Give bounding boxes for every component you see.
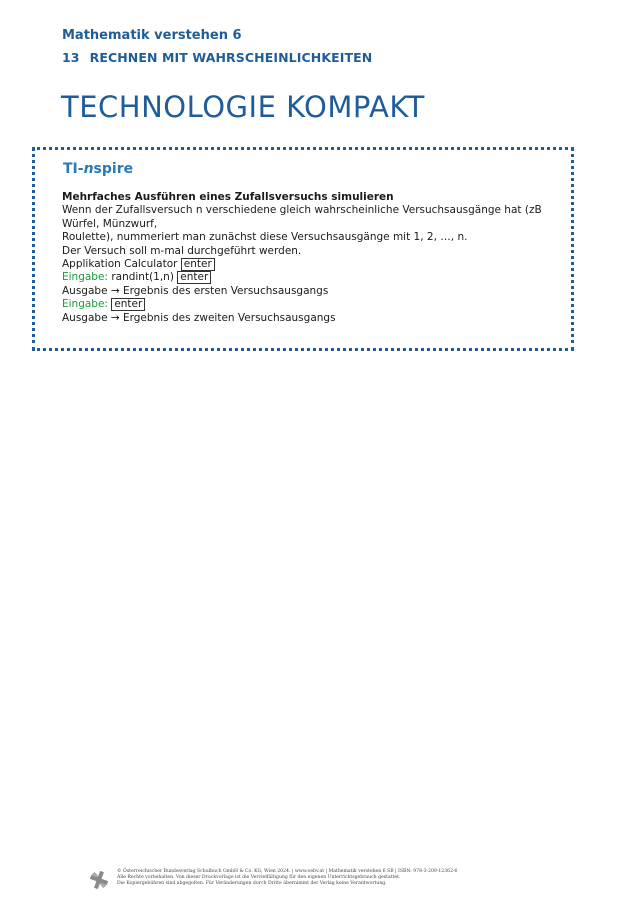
output-line-1: Ausgabe → Ergebnis des ersten Versuchsausgangs	[62, 284, 329, 297]
book-title: Mathematik verstehen 6	[62, 28, 242, 43]
publisher-logo-icon	[90, 871, 108, 889]
output-line-2: Ausgabe → Ergebnis des zweiten Versuchsausgangs	[62, 311, 336, 324]
chapter-line	[62, 50, 372, 65]
footer-text	[117, 869, 457, 887]
box-title-suffix: spire	[93, 161, 134, 177]
footer-line-2: Alle Rechte vorbehalten. Von dieser Druckvorlage ist die Vervielfältigung für den eigenen Unterrichtsgebrauch gestattet.	[117, 875, 401, 880]
input-command: randint(1,n)	[111, 271, 174, 284]
input-label: Eingabe:	[62, 271, 108, 284]
technology-box	[32, 147, 574, 351]
input-line-1	[62, 271, 562, 284]
box-content	[62, 191, 562, 325]
page-heading: TECHNOLOGIE KOMPAKT	[61, 90, 425, 124]
chapter-number: 13	[62, 50, 80, 65]
box-title-italic: n	[83, 161, 94, 177]
paragraph-line-3: Der Versuch soll m-mal durchgeführt werden.	[62, 244, 302, 257]
box-title	[63, 161, 133, 177]
chapter-title: RECHNEN MIT WAHRSCHEINLICHKEITEN	[89, 50, 373, 65]
enter-key: enter	[177, 271, 211, 284]
input-label: Eingabe:	[62, 298, 108, 311]
paragraph-line-1: Wenn der Zufallsversuch n verschiedene gleich wahrscheinliche Versuchsausgänge hat (zB Würfel, Münzwurf,	[62, 204, 542, 230]
app-text: Applikation Calculator	[62, 258, 178, 271]
input-line-2	[62, 298, 562, 311]
box-title-prefix: TI-	[63, 161, 84, 177]
paragraph-line-2: Roulette), nummeriert man zunächst diese Versuchsausgänge mit 1, 2, …, n.	[62, 231, 468, 244]
footer-line-1: © Österreichischer Bundesverlag Schulbuch GmbH & Co. KG, Wien 2024. | www.oebv.at | Mathematik verstehen 6 SB | ISBN: 978-3-209-12362-6	[117, 869, 458, 874]
enter-key: enter	[111, 298, 145, 311]
section-heading: Mehrfaches Ausführen eines Zufallsversuchs simulieren	[62, 191, 394, 203]
footer-line-3: Die Kopiergebühren sind abgegolten. Für Veränderungen durch Dritte übernimmt der Verlag keine Verantwortung.	[117, 881, 387, 886]
enter-key: enter	[181, 258, 215, 271]
app-line	[62, 258, 562, 271]
